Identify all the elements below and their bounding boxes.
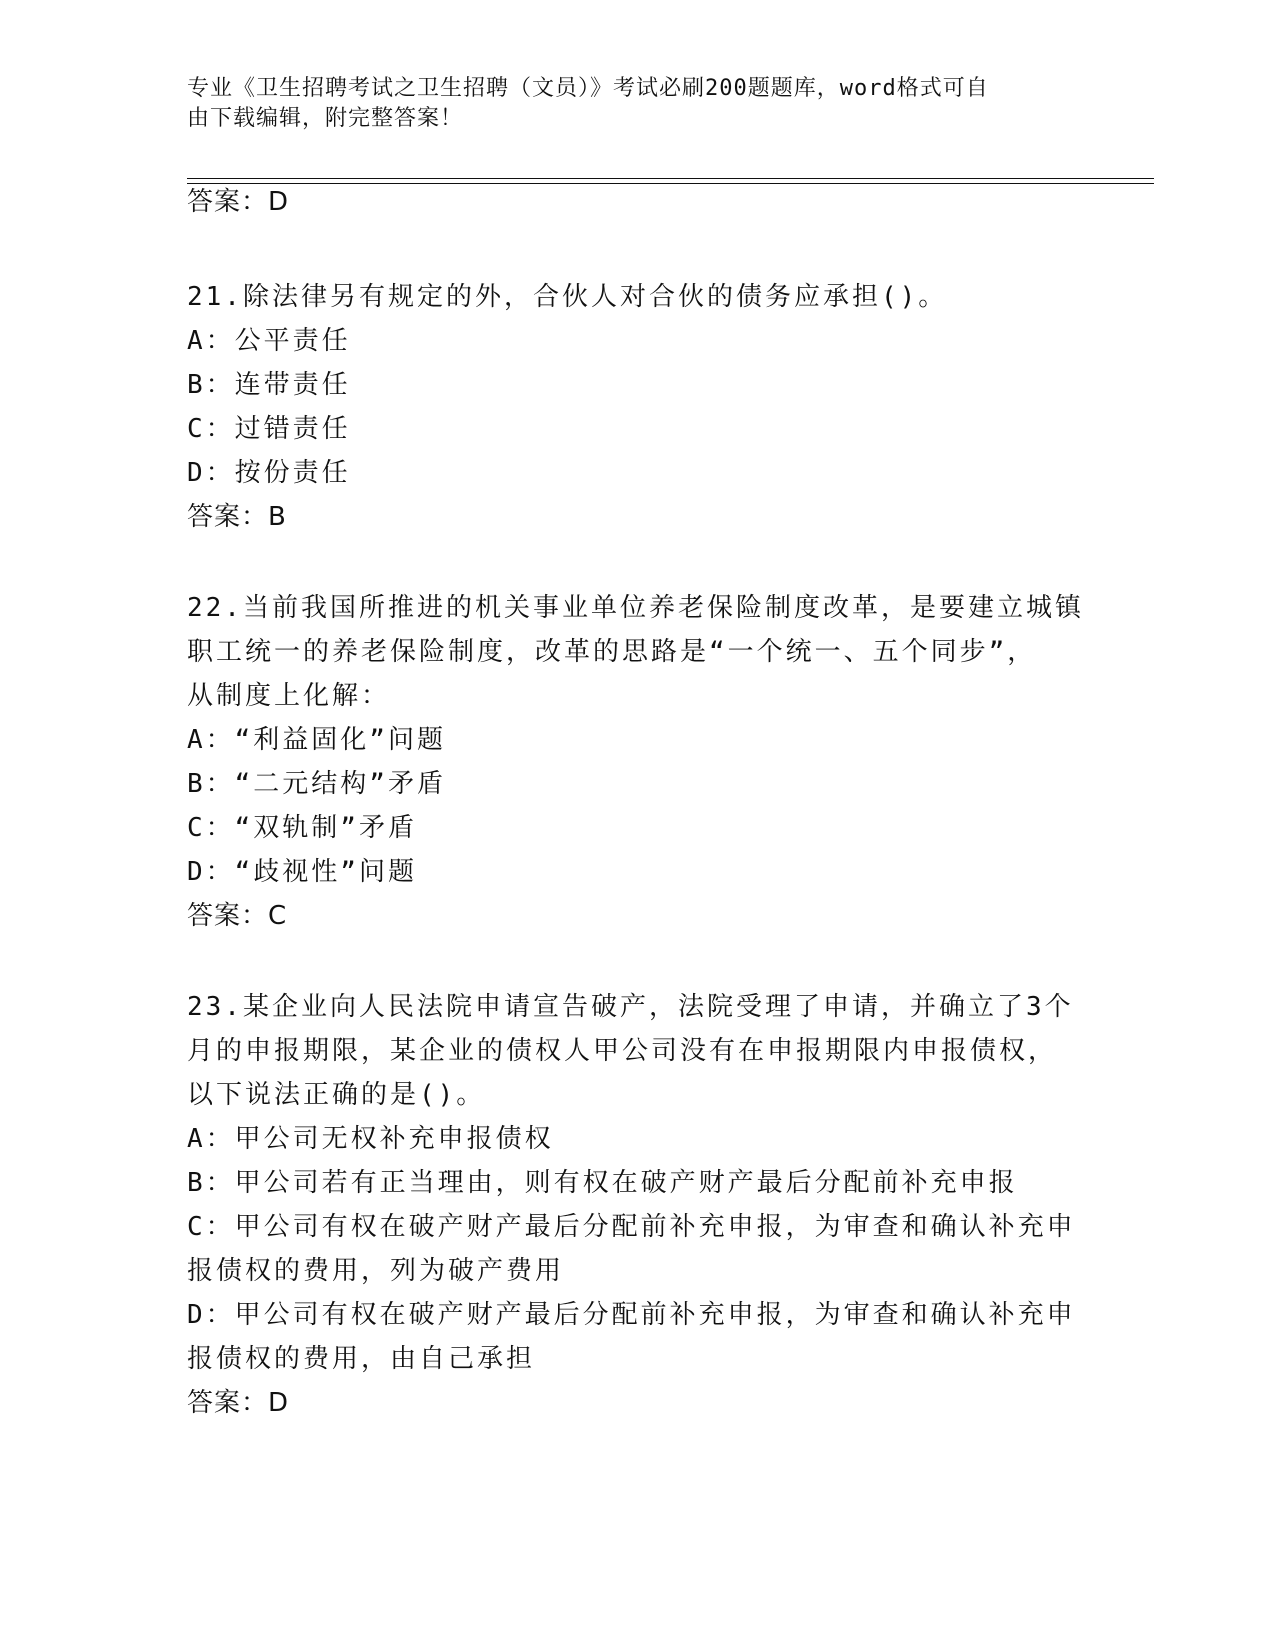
q22-stem-line-2: 职工统一的养老保险制度，改革的思路是“一个统一、五个同步”， <box>187 637 1037 667</box>
q21-option-d: D：按份责任 <box>187 458 351 488</box>
q21-stem-line-1: 21.除法律另有规定的外，合伙人对合伙的债务应承担()。 <box>187 282 948 312</box>
q23-stem-line-1: 23.某企业向人民法院申请宣告破产，法院受理了申请，并确立了3个 <box>187 992 1074 1022</box>
q21-option-b: B：连带责任 <box>187 370 351 400</box>
q22-option-c: C：“双轨制”矛盾 <box>187 813 417 843</box>
q21-option-c: C：过错责任 <box>187 414 351 444</box>
q23-option-c-line-1: C：甲公司有权在破产财产最后分配前补充申报，为审查和确认补充申 <box>187 1212 1076 1242</box>
previous-answer: 答案：D <box>187 187 290 217</box>
q23-stem-line-2: 月的申报期限，某企业的债权人甲公司没有在申报期限内申报债权， <box>187 1036 1058 1066</box>
header-line-1: 专业《卫生招聘考试之卫生招聘（文员）》考试必刷200题题库，word格式可自 <box>187 76 989 101</box>
q22-stem-line-1: 22.当前我国所推进的机关事业单位养老保险制度改革，是要建立城镇 <box>187 593 1084 623</box>
q23-option-b: B：甲公司若有正当理由，则有权在破产财产最后分配前补充申报 <box>187 1168 1018 1198</box>
q22-option-a: A：“利益固化”问题 <box>187 725 446 755</box>
q23-option-c-line-2: 报债权的费用，列为破产费用 <box>187 1256 565 1286</box>
q23-answer: 答案：D <box>187 1388 290 1418</box>
q22-option-b: B：“二元结构”矛盾 <box>187 769 446 799</box>
q22-option-d: D：“歧视性”问题 <box>187 857 417 887</box>
q21-option-a: A：公平责任 <box>187 326 351 356</box>
q22-stem-line-3: 从制度上化解： <box>187 681 391 711</box>
q22-answer: 答案：C <box>187 901 288 931</box>
q23-option-d-line-1: D：甲公司有权在破产财产最后分配前补充申报，为审查和确认补充申 <box>187 1300 1076 1330</box>
header-line-2: 由下载编辑，附完整答案！ <box>187 106 464 131</box>
q21-answer: 答案：B <box>187 502 287 532</box>
document-header <box>187 74 1067 134</box>
header-divider-bottom <box>187 183 1154 184</box>
header-divider-top <box>187 178 1154 179</box>
q23-option-a: A：甲公司无权补充申报债权 <box>187 1124 554 1154</box>
q23-stem-line-3: 以下说法正确的是()。 <box>187 1080 486 1110</box>
q23-option-d-line-2: 报债权的费用，由自己承担 <box>187 1344 536 1374</box>
